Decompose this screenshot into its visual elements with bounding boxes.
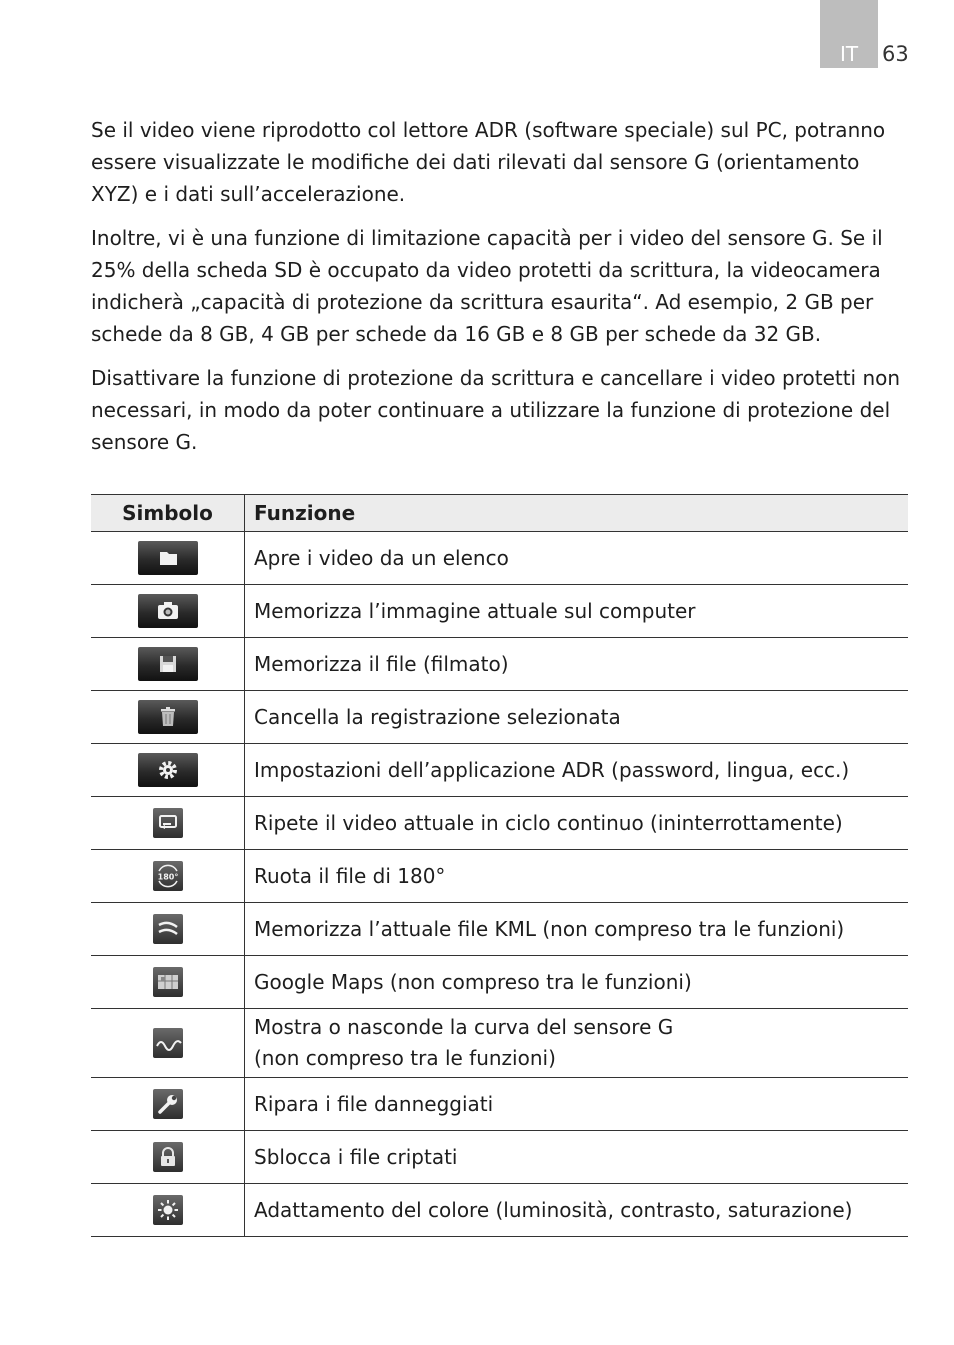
function-text: Ruota il file di 180° — [245, 850, 909, 903]
table-row — [91, 744, 908, 797]
function-text-note: (non compreso tra le funzioni) — [254, 1046, 556, 1070]
map-icon — [153, 967, 183, 997]
symbol-column-header: Simbolo — [91, 495, 245, 532]
table-row — [91, 691, 908, 744]
function-text: Ripete il video attuale in ciclo continuo (ininterrottamente) — [245, 797, 909, 850]
save-icon — [138, 647, 198, 681]
function-text: Apre i video da un elenco — [245, 532, 909, 585]
function-text: Sblocca i file criptati — [245, 1131, 909, 1184]
paragraph: Disattivare la funzione di protezione da scrittura e cancellare i video protetti non necessari, in modo da poter continuare a utilizzare la funzione di protezione del sensore G. — [91, 366, 901, 454]
page-number: 63 — [882, 42, 909, 66]
table-row — [91, 638, 908, 691]
function-text: Google Maps (non compreso tra le funzioni) — [245, 956, 909, 1009]
gear-icon — [138, 753, 198, 787]
function-text: Memorizza l’attuale file KML (non compreso tra le funzioni) — [245, 903, 909, 956]
table-row — [91, 1131, 908, 1184]
table-row — [91, 797, 908, 850]
function-text: Adattamento del colore (luminosità, contrasto, saturazione) — [245, 1184, 909, 1237]
function-text: Impostazioni dell’applicazione ADR (password, lingua, ecc.) — [245, 744, 909, 797]
symbol-table — [91, 494, 908, 1237]
function-column-header: Funzione — [245, 495, 909, 532]
lock-icon — [153, 1142, 183, 1172]
table-row — [91, 956, 908, 1009]
table-row — [91, 585, 908, 638]
brightness-icon — [153, 1195, 183, 1225]
rotate-180-label: 180° — [157, 872, 178, 882]
table-row — [91, 1009, 908, 1078]
function-text: Memorizza l’immagine attuale sul computer — [245, 585, 909, 638]
table-row — [91, 1078, 908, 1131]
rotate-180-icon — [153, 861, 183, 891]
table-row — [91, 1184, 908, 1237]
table-row — [91, 850, 908, 903]
function-text: Ripara i file danneggiati — [245, 1078, 909, 1131]
folder-icon — [138, 541, 198, 575]
table-row — [91, 903, 908, 956]
wrench-icon — [153, 1089, 183, 1119]
paragraph: Se il video viene riprodotto col lettore ADR (software speciale) sul PC, potranno essere visualizzate le modifiche dei dati rilevati dal sensore G (orientamento XYZ) e i dati sull’accelerazione. — [91, 118, 886, 206]
loop-icon — [153, 808, 183, 838]
function-text: Cancella la registrazione selezionata — [245, 691, 909, 744]
trash-icon — [138, 700, 198, 734]
function-text: Mostra o nasconde la curva del sensore G — [254, 1015, 674, 1039]
paragraph: Inoltre, vi è una funzione di limitazione capacità per i video del sensore G. Se il 25% della scheda SD è occupato da video protetti da scrittura, la videocamera indicherà „capacità di protezione da scrittura esaurita“. Ad esempio, 2 GB per schede da 8 GB, 4 GB per schede da 16 GB e 8 GB per schede da 32 GB. — [91, 226, 883, 346]
curve-icon — [153, 1028, 183, 1058]
language-label: IT — [839, 42, 859, 66]
table-header-row — [91, 495, 908, 532]
kml-icon — [153, 914, 183, 944]
language-tab — [820, 0, 878, 68]
camera-icon — [138, 594, 198, 628]
table-row — [91, 532, 908, 585]
function-text: Memorizza il file (filmato) — [245, 638, 909, 691]
